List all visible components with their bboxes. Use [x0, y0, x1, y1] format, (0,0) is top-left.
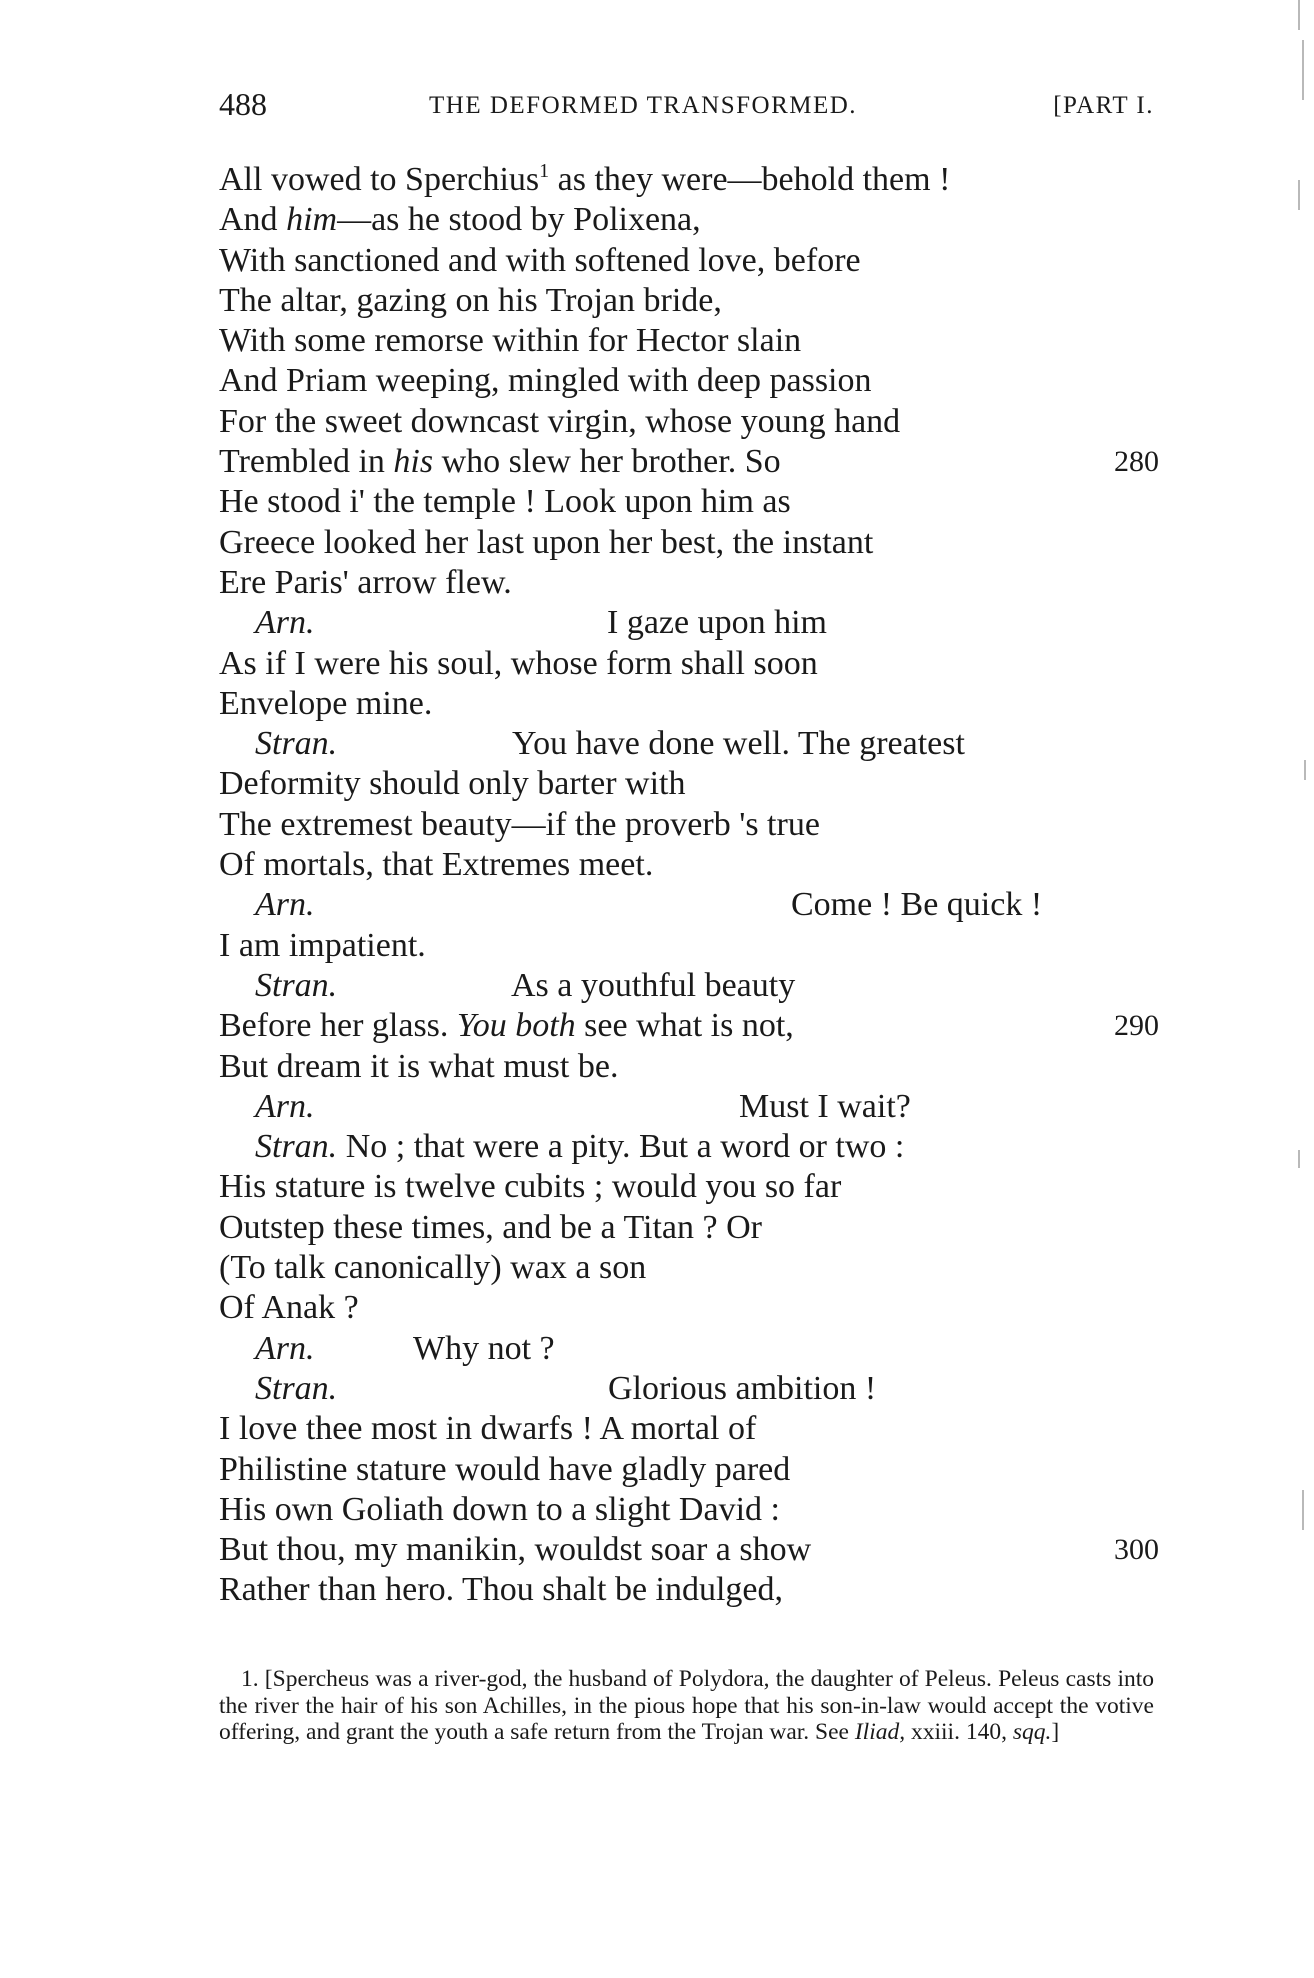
verse-line: But dream it is what must be.: [219, 1047, 619, 1085]
footnote-text: [219, 1666, 1154, 1746]
verse-line: He stood i' the temple ! Look upon him as: [219, 483, 791, 521]
edge-mark: [1302, 40, 1304, 100]
line-text: Before her glass.: [219, 1007, 457, 1045]
verse-line: Ere Paris' arrow flew.: [219, 563, 512, 601]
line-text: No ; that were a pity. But a word or two :: [345, 1128, 905, 1166]
line-number: 280: [1114, 445, 1159, 479]
line-text: Come ! Be quick !: [791, 886, 1043, 924]
verse-line: The altar, gazing on his Trojan bride,: [219, 281, 722, 319]
edge-mark: [1304, 760, 1306, 780]
emphasis-text: his: [393, 443, 434, 481]
verse-line: Outstep these times, and be a Titan ? Or: [219, 1208, 762, 1246]
verse-line: And Priam weeping, mingled with deep passion: [219, 362, 872, 400]
verse-line: For the sweet downcast virgin, whose young hand: [219, 402, 901, 440]
verse-line: I am impatient.: [219, 926, 426, 964]
verse-line: His own Goliath down to a slight David :: [219, 1490, 780, 1528]
verse-line: Philistine stature would have gladly pared: [219, 1450, 791, 1488]
verse-line: With some remorse within for Hector slain: [219, 322, 802, 360]
line-text: —as he stood by Polixena,: [337, 201, 701, 239]
verse-line: With sanctioned and with softened love, before: [219, 241, 861, 279]
verse-line: Of Anak ?: [219, 1289, 359, 1327]
footnote-body: [Sperchеus was a river-god, the husband of Polydora, the daughter of Peleus. Peleus casts into the river the hair of his son Achilles, in the pious hope that his son-in-law would accept the votive offering, and grant the youth a safe return from the Trojan war. See: [219, 1666, 1155, 1745]
page-number: 488: [219, 86, 267, 122]
running-title: THE DEFORMED TRANSFORMED.: [429, 92, 858, 119]
running-head: [219, 86, 1154, 126]
line-text: Must I wait?: [739, 1087, 911, 1125]
line-text: As a youthful beauty: [511, 966, 796, 1004]
line-text: Why not ?: [413, 1329, 555, 1367]
speaker-name: Stran.: [255, 1128, 338, 1166]
line-text: I gaze upon him: [607, 604, 827, 642]
footnote-ref[interactable]: 1: [539, 160, 550, 182]
speaker-name: Arn.: [255, 1329, 315, 1367]
part-label: [PART I.: [1053, 92, 1154, 119]
footnote-number: 1.: [241, 1666, 259, 1692]
citation-title: Iliad,: [854, 1719, 906, 1745]
footnote-body: ]: [1051, 1719, 1060, 1745]
verse-line: His stature is twelve cubits ; would you so far: [219, 1168, 842, 1206]
dialogue-line: [219, 1087, 1159, 1127]
speaker-name: Arn.: [255, 886, 315, 924]
footnote-body: xxiii. 140,: [905, 1719, 1013, 1745]
emphasis-text: You both: [456, 1007, 576, 1045]
verse-line: [219, 442, 1159, 482]
verse-line: Of mortals, that Extremes meet.: [219, 846, 654, 884]
speaker-name: Stran.: [255, 725, 338, 763]
dialogue-line: [219, 1329, 1159, 1369]
edge-mark: [1298, 180, 1300, 210]
verse-line: I love thee most in dwarfs ! A mortal of: [219, 1410, 757, 1448]
verse-line: [219, 160, 1159, 200]
edge-mark: [1298, 0, 1300, 30]
verse-line: [219, 200, 1159, 240]
verse-line: Rather than hero. Thou shalt be indulged,: [219, 1571, 784, 1609]
verse-line: The extremest beauty—if the proverb 's true: [219, 805, 820, 843]
verse-line: (To talk canonically) wax a son: [219, 1249, 647, 1287]
verse-line: Deformity should only barter with: [219, 765, 686, 803]
dialogue-line: [219, 1369, 1159, 1409]
speaker-name: Stran.: [255, 1369, 338, 1407]
line-number: 300: [1114, 1533, 1159, 1567]
verse-text: [219, 160, 1159, 1611]
line-text: see what is not,: [575, 1007, 794, 1045]
verse-line: As if I were his soul, whose form shall soon: [219, 644, 818, 682]
edge-mark: [1302, 1490, 1304, 1530]
verse-line: [219, 1006, 1159, 1046]
dialogue-line: [219, 885, 1159, 925]
line-text: Glorious ambition !: [608, 1369, 877, 1407]
speaker-name: Stran.: [255, 966, 338, 1004]
verse-line: Envelope mine.: [219, 684, 433, 722]
verse-line: [219, 1530, 1159, 1570]
line-text: You have done well. The greatest: [512, 725, 965, 763]
line-text: as they were—behold them !: [549, 161, 951, 198]
line-text: And: [219, 201, 287, 239]
line-text: who slew her brother. So: [433, 443, 781, 481]
line-text: But thou, my manikin, wouldst soar a show: [219, 1531, 812, 1569]
line-text: All vowed to Sperchius: [219, 161, 540, 198]
verse-line: Greece looked her last upon her best, the instant: [219, 523, 874, 561]
emphasis-text: him: [286, 201, 338, 239]
footnote: [219, 1666, 1154, 1746]
line-text: Trembled in: [219, 443, 394, 481]
line-number: 290: [1114, 1009, 1159, 1043]
scan-edge-marks: [1284, 0, 1308, 1978]
dialogue-line: [219, 966, 1159, 1006]
speaker-name: Arn.: [255, 1087, 315, 1125]
dialogue-line: [219, 724, 1159, 764]
dialogue-line: [219, 603, 1159, 643]
edge-mark: [1298, 1150, 1300, 1168]
dialogue-line: [219, 1127, 1159, 1167]
speaker-name: Arn.: [255, 604, 315, 642]
citation-sqq: sqq.: [1012, 1719, 1052, 1745]
